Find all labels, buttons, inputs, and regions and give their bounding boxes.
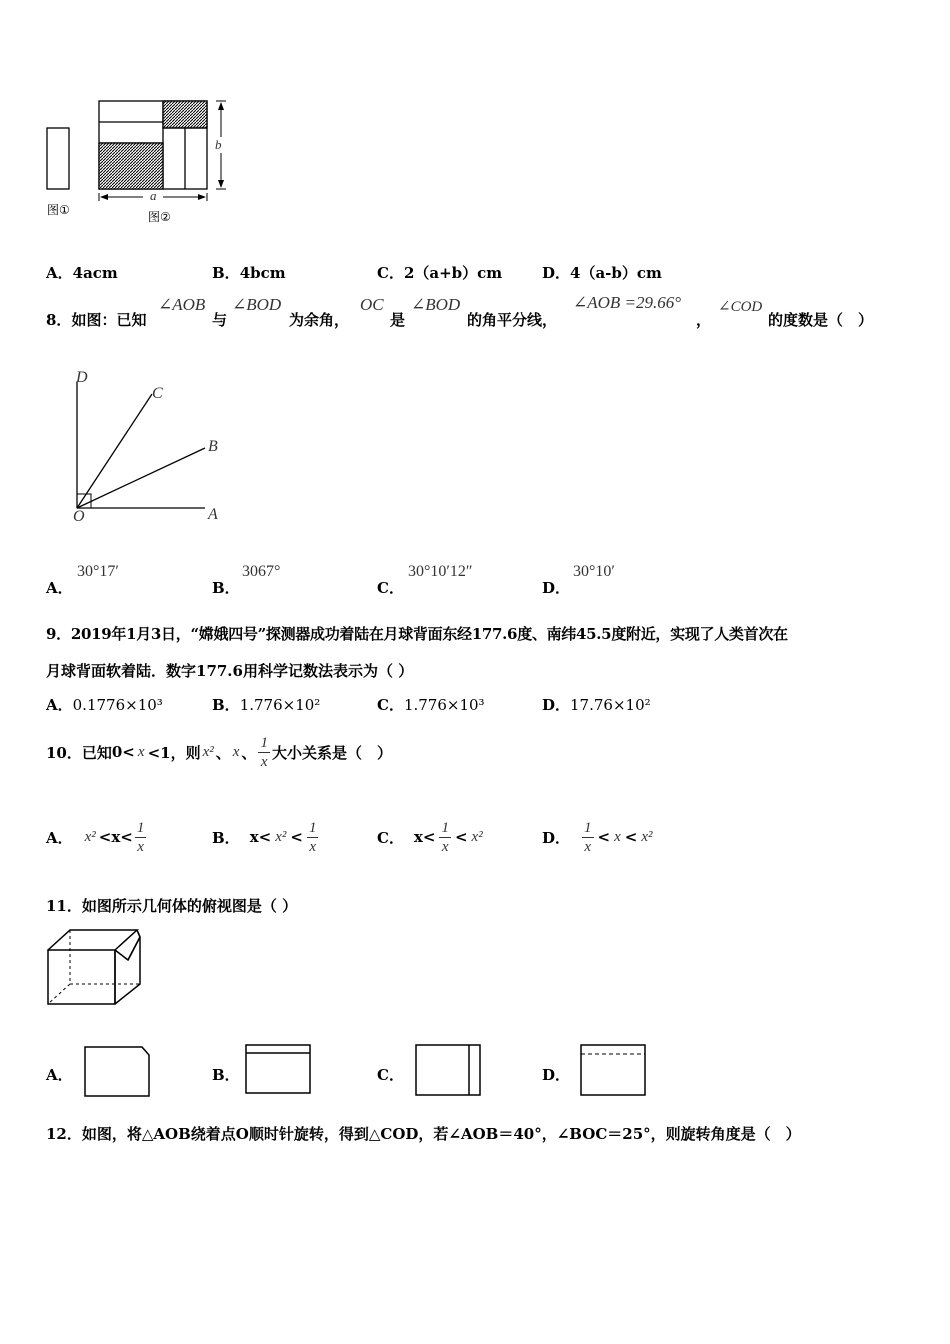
q8-option-a-value[interactable]: 30°17′ bbox=[77, 563, 119, 580]
q8-number: 8．如图：已知 bbox=[46, 311, 147, 329]
fig2-caption: 图② bbox=[148, 210, 171, 224]
q10-option-d[interactable]: D． $\frac{1}{x}$ < x < x² bbox=[542, 819, 653, 855]
q11-option-c-shape[interactable] bbox=[415, 1044, 485, 1100]
q8-option-c-letter[interactable]: C． bbox=[377, 579, 404, 597]
fig1-rectangle bbox=[47, 128, 69, 189]
q11-solid-figure bbox=[40, 922, 150, 1012]
q11-option-c-letter[interactable]: C． bbox=[377, 1066, 404, 1084]
q9-option-a[interactable]: A．0.1776×10³ bbox=[46, 696, 163, 714]
q9-option-b[interactable]: B．1.776×10² bbox=[212, 696, 321, 714]
q8-option-b-value[interactable]: 3067° bbox=[242, 563, 281, 580]
q11-option-b-shape[interactable] bbox=[245, 1044, 315, 1100]
q7-option-b[interactable]: B．4bcm bbox=[212, 264, 286, 282]
q11-option-b-letter[interactable]: B． bbox=[212, 1066, 240, 1084]
label-a: a bbox=[150, 188, 157, 203]
q8-option-d-value[interactable]: 30°10′ bbox=[573, 563, 615, 580]
q9-option-c[interactable]: C．1.776×10³ bbox=[377, 696, 485, 714]
q8-text-4: 是 bbox=[390, 311, 406, 329]
q10-option-b[interactable]: B． x< x² < $\frac{1}{x}$ bbox=[212, 819, 317, 855]
q8-text-3: 为余角， bbox=[289, 311, 350, 329]
q11-option-a-shape[interactable] bbox=[84, 1046, 154, 1102]
q11-option-d-shape[interactable] bbox=[580, 1044, 652, 1100]
q8-angle-bod: ∠BOD bbox=[232, 295, 282, 314]
fig-label-a: A bbox=[208, 506, 218, 523]
q8-option-b-letter[interactable]: B． bbox=[212, 579, 240, 597]
q10-option-c[interactable]: C． x< $\frac{1}{x}$ < x² bbox=[377, 819, 483, 855]
fig-label-o: O bbox=[73, 508, 85, 525]
q8-option-c-value[interactable]: 30°10′12″ bbox=[408, 563, 473, 580]
q10-stem: 10．已知 0< x <1，则 x² 、 x 、 $\frac{1}{x}$ 大小关系是（ ） bbox=[46, 734, 392, 770]
fig-label-b: B bbox=[208, 438, 218, 455]
label-b: b bbox=[215, 137, 222, 152]
q8-text-6: 的度数是（ ） bbox=[768, 311, 874, 329]
q8-angle-cod: ∠COD bbox=[718, 299, 763, 315]
q8-comma: ， bbox=[696, 311, 712, 329]
q8-option-d-letter[interactable]: D． bbox=[542, 579, 571, 597]
q7-option-c[interactable]: C．2（a+b）cm bbox=[377, 264, 503, 282]
fig-label-d: D bbox=[76, 369, 88, 386]
q8-angle-aob: ∠AOB bbox=[158, 295, 206, 314]
q9-option-d[interactable]: D．17.76×10² bbox=[542, 696, 651, 714]
q8-text-5: 的角平分线， bbox=[467, 311, 558, 329]
q8-option-a-letter[interactable]: A． bbox=[46, 579, 73, 597]
q11-option-d-letter[interactable]: D． bbox=[542, 1066, 571, 1084]
q8-text-2: 与 bbox=[212, 311, 228, 329]
q7-option-a[interactable]: A．4acm bbox=[46, 264, 118, 282]
q7-option-d[interactable]: D．4（a-b）cm bbox=[542, 264, 662, 282]
fig2-hatched-large bbox=[99, 143, 163, 189]
q9-line-2: 月球背面软着陆．数字177.6用科学记数法表示为（ ） bbox=[46, 662, 414, 680]
q7-figure bbox=[40, 95, 240, 230]
fig-label-c: C bbox=[152, 385, 163, 402]
q8-ray-oc: OC bbox=[360, 295, 384, 314]
fig2-hatched-small bbox=[163, 101, 207, 128]
q11-option-a-letter[interactable]: A． bbox=[46, 1066, 73, 1084]
q12-stem: 12．如图，将△AOB绕着点O顺时针旋转，得到△COD，若∠AOB＝40°，∠BOC＝25°，则旋转角度是（ ） bbox=[46, 1125, 801, 1143]
q11-stem: 11．如图所示几何体的俯视图是（ ） bbox=[46, 897, 298, 915]
q10-option-a[interactable]: A． x² <x< $\frac{1}{x}$ bbox=[46, 819, 145, 855]
q8-given-angle: ∠AOB =29.66° bbox=[573, 293, 682, 312]
fig1-caption: 图① bbox=[47, 203, 70, 217]
q8-angle-bod-2: ∠BOD bbox=[411, 295, 461, 314]
q9-line-1: 9．2019年1月3日，“嫦娥四号”探测器成功着陆在月球背面东经177.6度、南纬45.5度附近，实现了人类首次在 bbox=[46, 625, 788, 643]
